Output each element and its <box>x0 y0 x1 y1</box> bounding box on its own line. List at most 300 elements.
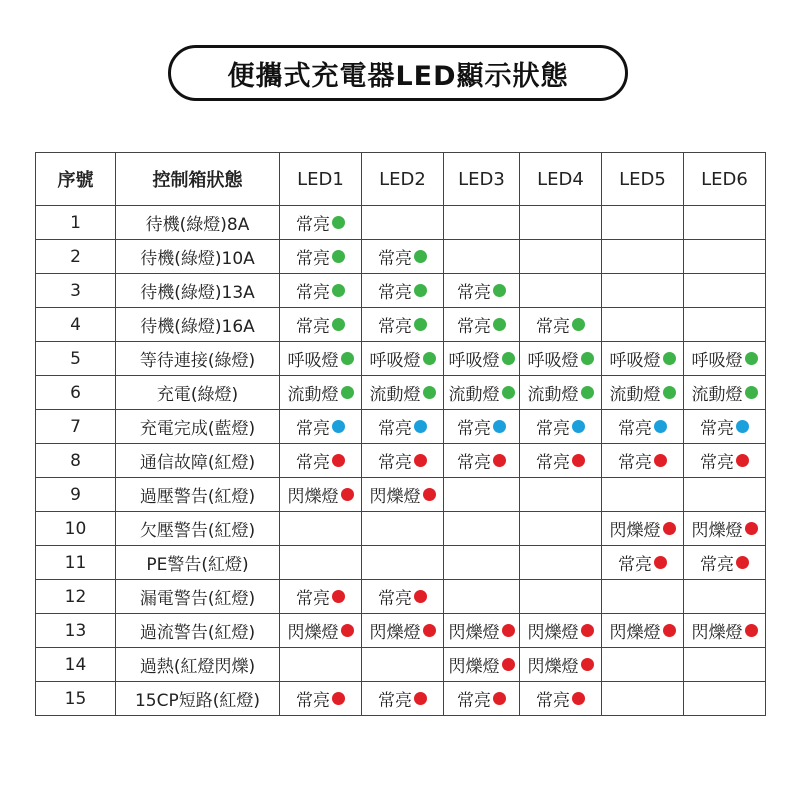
led6-cell <box>684 376 766 410</box>
led-red-dot-icon <box>341 624 354 637</box>
led-green-dot-icon <box>493 284 506 297</box>
led-indicator <box>370 380 436 405</box>
led-red-dot-icon <box>502 624 515 637</box>
led5-cell <box>602 444 684 478</box>
led1-cell <box>280 274 362 308</box>
led6-cell <box>684 342 766 376</box>
led-mode-label: 常亮 <box>457 283 491 303</box>
led5-cell <box>602 512 684 546</box>
header-led6: LED6 <box>684 153 766 206</box>
led-mode-label: 常亮 <box>296 215 330 235</box>
led-red-dot-icon <box>493 454 506 467</box>
row-status: 欠壓警告(紅燈) <box>116 512 280 546</box>
led-mode-label: 流動燈 <box>287 385 339 405</box>
led5-cell <box>602 308 684 342</box>
led-mode-label: 常亮 <box>296 249 330 269</box>
led-mode-label: 常亮 <box>700 555 734 575</box>
row-index: 6 <box>36 376 116 410</box>
led-red-dot-icon <box>414 454 427 467</box>
led3-cell <box>444 274 520 308</box>
led-blue-dot-icon <box>493 420 506 433</box>
led-indicator <box>536 414 585 439</box>
led-indicator <box>692 380 758 405</box>
led-mode-label: 常亮 <box>378 249 412 269</box>
led-red-dot-icon <box>493 692 506 705</box>
led-mode-label: 閃爍燈 <box>287 487 339 507</box>
table-row <box>36 614 766 648</box>
led-mode-label: 常亮 <box>536 419 570 439</box>
table-row <box>36 580 766 614</box>
led-red-dot-icon <box>414 692 427 705</box>
led2-cell <box>362 342 444 376</box>
table-row <box>36 648 766 682</box>
header-led4: LED4 <box>520 153 602 206</box>
led-mode-label: 呼吸燈 <box>369 351 421 371</box>
row-index: 8 <box>36 444 116 478</box>
led2-cell <box>362 240 444 274</box>
led3-cell <box>444 240 520 274</box>
led-green-dot-icon <box>502 352 515 365</box>
led6-cell <box>684 274 766 308</box>
row-status: 待機(綠燈)13A <box>116 274 280 308</box>
led6-cell <box>684 682 766 716</box>
led-red-dot-icon <box>736 454 749 467</box>
led6-cell <box>684 648 766 682</box>
led5-cell <box>602 376 684 410</box>
row-status: 充電(綠燈) <box>116 376 280 410</box>
led-blue-dot-icon <box>332 420 345 433</box>
led4-cell <box>520 410 602 444</box>
led-mode-label: 常亮 <box>536 453 570 473</box>
led6-cell <box>684 580 766 614</box>
led-mode-label: 呼吸燈 <box>448 351 500 371</box>
row-index: 13 <box>36 614 116 648</box>
led-red-dot-icon <box>663 522 676 535</box>
led3-cell <box>444 308 520 342</box>
led-indicator <box>692 346 758 371</box>
led2-cell <box>362 410 444 444</box>
table-body <box>36 206 766 716</box>
led-indicator <box>296 686 345 711</box>
led-mode-label: 常亮 <box>457 419 491 439</box>
led-indicator <box>457 686 506 711</box>
table-row <box>36 274 766 308</box>
led3-cell <box>444 512 520 546</box>
led-indicator <box>528 380 594 405</box>
led-red-dot-icon <box>423 624 436 637</box>
led1-cell <box>280 614 362 648</box>
led4-cell <box>520 478 602 512</box>
led-indicator <box>296 312 345 337</box>
led6-cell <box>684 206 766 240</box>
table-row <box>36 546 766 580</box>
led2-cell <box>362 308 444 342</box>
row-status: 過熱(紅燈閃爍) <box>116 648 280 682</box>
led-mode-label: 流動燈 <box>527 385 579 405</box>
led2-cell <box>362 648 444 682</box>
led5-cell <box>602 580 684 614</box>
led-blue-dot-icon <box>654 420 667 433</box>
led-mode-label: 常亮 <box>296 691 330 711</box>
led4-cell <box>520 444 602 478</box>
led-indicator <box>528 618 594 643</box>
led3-cell <box>444 478 520 512</box>
led6-cell <box>684 478 766 512</box>
led3-cell <box>444 206 520 240</box>
led-mode-label: 常亮 <box>618 419 652 439</box>
led-indicator <box>536 686 585 711</box>
led3-cell <box>444 682 520 716</box>
led-indicator <box>457 448 506 473</box>
led-red-dot-icon <box>654 454 667 467</box>
table-row <box>36 376 766 410</box>
led-mode-label: 常亮 <box>378 691 412 711</box>
led-mode-label: 常亮 <box>700 419 734 439</box>
header-control-box-status: 控制箱狀態 <box>116 153 280 206</box>
row-index: 3 <box>36 274 116 308</box>
led3-cell <box>444 614 520 648</box>
led-mode-label: 常亮 <box>457 691 491 711</box>
table-row <box>36 308 766 342</box>
led-mode-label: 常亮 <box>536 317 570 337</box>
led-indicator <box>610 618 676 643</box>
led2-cell <box>362 206 444 240</box>
led-red-dot-icon <box>572 454 585 467</box>
led4-cell <box>520 512 602 546</box>
led-mode-label: 流動燈 <box>369 385 421 405</box>
led1-cell <box>280 478 362 512</box>
led2-cell <box>362 274 444 308</box>
table-row <box>36 206 766 240</box>
led-indicator <box>457 278 506 303</box>
led-indicator <box>692 516 758 541</box>
led-indicator <box>378 278 427 303</box>
led-indicator <box>700 414 749 439</box>
led3-cell <box>444 648 520 682</box>
led-indicator <box>457 414 506 439</box>
led-red-dot-icon <box>654 556 667 569</box>
led-indicator <box>536 312 585 337</box>
led-indicator <box>370 346 436 371</box>
led-green-dot-icon <box>745 352 758 365</box>
led5-cell <box>602 240 684 274</box>
row-index: 2 <box>36 240 116 274</box>
led1-cell <box>280 376 362 410</box>
led4-cell <box>520 580 602 614</box>
led-mode-label: 呼吸燈 <box>691 351 743 371</box>
row-index: 1 <box>36 206 116 240</box>
row-status: 等待連接(綠燈) <box>116 342 280 376</box>
led-red-dot-icon <box>502 658 515 671</box>
led5-cell <box>602 614 684 648</box>
table-row <box>36 342 766 376</box>
led1-cell <box>280 410 362 444</box>
led5-cell <box>602 410 684 444</box>
led-green-dot-icon <box>745 386 758 399</box>
led-indicator <box>296 244 345 269</box>
led-green-dot-icon <box>332 284 345 297</box>
led-red-dot-icon <box>736 556 749 569</box>
led-indicator <box>296 584 345 609</box>
led-green-dot-icon <box>423 386 436 399</box>
led-mode-label: 閃爍燈 <box>448 623 500 643</box>
led-status-table <box>35 152 766 716</box>
led2-cell <box>362 512 444 546</box>
led6-cell <box>684 308 766 342</box>
led-indicator <box>378 312 427 337</box>
led3-cell <box>444 342 520 376</box>
led-mode-label: 常亮 <box>378 419 412 439</box>
led-green-dot-icon <box>332 318 345 331</box>
led-mode-label: 常亮 <box>378 589 412 609</box>
led-mode-label: 常亮 <box>457 453 491 473</box>
led-indicator <box>296 414 345 439</box>
led-green-dot-icon <box>414 284 427 297</box>
led-mode-label: 流動燈 <box>609 385 661 405</box>
led4-cell <box>520 206 602 240</box>
table-row <box>36 478 766 512</box>
led1-cell <box>280 682 362 716</box>
led4-cell <box>520 648 602 682</box>
led-mode-label: 閃爍燈 <box>691 623 743 643</box>
led-green-dot-icon <box>663 386 676 399</box>
row-index: 15 <box>36 682 116 716</box>
header-led2: LED2 <box>362 153 444 206</box>
led-green-dot-icon <box>341 386 354 399</box>
row-status: 過壓警告(紅燈) <box>116 478 280 512</box>
led6-cell <box>684 240 766 274</box>
led-green-dot-icon <box>572 318 585 331</box>
led2-cell <box>362 478 444 512</box>
row-status: 待機(綠燈)8A <box>116 206 280 240</box>
led-mode-label: 閃爍燈 <box>527 623 579 643</box>
led-red-dot-icon <box>332 692 345 705</box>
row-status: 過流警告(紅燈) <box>116 614 280 648</box>
led5-cell <box>602 648 684 682</box>
led-mode-label: 呼吸燈 <box>287 351 339 371</box>
led-mode-label: 閃爍燈 <box>609 623 661 643</box>
led-indicator <box>296 278 345 303</box>
led4-cell <box>520 546 602 580</box>
led5-cell <box>602 682 684 716</box>
led3-cell <box>444 444 520 478</box>
led-green-dot-icon <box>423 352 436 365</box>
led-red-dot-icon <box>414 590 427 603</box>
led-mode-label: 常亮 <box>700 453 734 473</box>
led-red-dot-icon <box>663 624 676 637</box>
led2-cell <box>362 580 444 614</box>
led-blue-dot-icon <box>736 420 749 433</box>
led1-cell <box>280 206 362 240</box>
led-indicator <box>618 448 667 473</box>
row-index: 12 <box>36 580 116 614</box>
led-red-dot-icon <box>332 590 345 603</box>
row-status: 15CP短路(紅燈) <box>116 682 280 716</box>
led-indicator <box>536 448 585 473</box>
led1-cell <box>280 342 362 376</box>
led-blue-dot-icon <box>414 420 427 433</box>
led-mode-label: 常亮 <box>618 453 652 473</box>
led-mode-label: 閃爍燈 <box>448 657 500 677</box>
led4-cell <box>520 376 602 410</box>
led3-cell <box>444 410 520 444</box>
led-indicator <box>449 380 515 405</box>
led3-cell <box>444 376 520 410</box>
row-index: 10 <box>36 512 116 546</box>
led-green-dot-icon <box>414 318 427 331</box>
led-indicator <box>370 618 436 643</box>
led-red-dot-icon <box>423 488 436 501</box>
led-indicator <box>449 652 515 677</box>
row-index: 5 <box>36 342 116 376</box>
led-indicator <box>610 516 676 541</box>
led5-cell <box>602 206 684 240</box>
led2-cell <box>362 546 444 580</box>
led-green-dot-icon <box>663 352 676 365</box>
led-mode-label: 常亮 <box>296 283 330 303</box>
led-indicator <box>378 448 427 473</box>
led2-cell <box>362 614 444 648</box>
led-red-dot-icon <box>332 454 345 467</box>
led4-cell <box>520 274 602 308</box>
led-indicator <box>378 244 427 269</box>
led-mode-label: 常亮 <box>378 317 412 337</box>
led-mode-label: 常亮 <box>536 691 570 711</box>
led-mode-label: 常亮 <box>378 453 412 473</box>
led3-cell <box>444 546 520 580</box>
led-green-dot-icon <box>493 318 506 331</box>
led5-cell <box>602 546 684 580</box>
led-red-dot-icon <box>581 624 594 637</box>
row-status: 漏電警告(紅燈) <box>116 580 280 614</box>
header-led1: LED1 <box>280 153 362 206</box>
led-mode-label: 常亮 <box>378 283 412 303</box>
header-index: 序號 <box>36 153 116 206</box>
led-mode-label: 閃爍燈 <box>527 657 579 677</box>
led2-cell <box>362 376 444 410</box>
led-red-dot-icon <box>341 488 354 501</box>
led-indicator <box>692 618 758 643</box>
led-blue-dot-icon <box>572 420 585 433</box>
led1-cell <box>280 648 362 682</box>
led4-cell <box>520 240 602 274</box>
led-mode-label: 流動燈 <box>691 385 743 405</box>
row-index: 11 <box>36 546 116 580</box>
row-status: PE警告(紅燈) <box>116 546 280 580</box>
led6-cell <box>684 444 766 478</box>
led-indicator <box>528 652 594 677</box>
led1-cell <box>280 444 362 478</box>
led-red-dot-icon <box>572 692 585 705</box>
led3-cell <box>444 580 520 614</box>
led-indicator <box>610 346 676 371</box>
led2-cell <box>362 444 444 478</box>
led-indicator <box>618 550 667 575</box>
led-red-dot-icon <box>581 658 594 671</box>
row-status: 待機(綠燈)16A <box>116 308 280 342</box>
led-mode-label: 呼吸燈 <box>609 351 661 371</box>
led6-cell <box>684 614 766 648</box>
led-mode-label: 呼吸燈 <box>527 351 579 371</box>
led4-cell <box>520 342 602 376</box>
led-mode-label: 常亮 <box>296 419 330 439</box>
led-indicator <box>449 346 515 371</box>
led-green-dot-icon <box>341 352 354 365</box>
row-index: 7 <box>36 410 116 444</box>
page-title: 便攜式充電器LED顯示狀態 <box>168 45 628 101</box>
led-mode-label: 常亮 <box>296 589 330 609</box>
table-row <box>36 512 766 546</box>
led-indicator <box>288 380 354 405</box>
led-indicator <box>288 482 354 507</box>
table-header-row <box>36 153 766 206</box>
led-indicator <box>449 618 515 643</box>
row-status: 通信故障(紅燈) <box>116 444 280 478</box>
led-mode-label: 閃爍燈 <box>691 521 743 541</box>
led6-cell <box>684 410 766 444</box>
led-mode-label: 常亮 <box>296 453 330 473</box>
led-mode-label: 常亮 <box>457 317 491 337</box>
led5-cell <box>602 478 684 512</box>
led-indicator <box>528 346 594 371</box>
led-indicator <box>457 312 506 337</box>
led5-cell <box>602 342 684 376</box>
led-green-dot-icon <box>414 250 427 263</box>
row-index: 4 <box>36 308 116 342</box>
led-mode-label: 閃爍燈 <box>369 623 421 643</box>
led2-cell <box>362 682 444 716</box>
led4-cell <box>520 682 602 716</box>
table-row <box>36 410 766 444</box>
led4-cell <box>520 308 602 342</box>
led-indicator <box>288 346 354 371</box>
led-mode-label: 常亮 <box>296 317 330 337</box>
led6-cell <box>684 512 766 546</box>
led-indicator <box>296 210 345 235</box>
led-indicator <box>700 448 749 473</box>
header-led5: LED5 <box>602 153 684 206</box>
led-mode-label: 流動燈 <box>448 385 500 405</box>
row-index: 9 <box>36 478 116 512</box>
led1-cell <box>280 580 362 614</box>
led-mode-label: 閃爍燈 <box>369 487 421 507</box>
led-indicator <box>378 584 427 609</box>
table-row <box>36 682 766 716</box>
table-row <box>36 444 766 478</box>
led-mode-label: 閃爍燈 <box>609 521 661 541</box>
led5-cell <box>602 274 684 308</box>
led-mode-label: 閃爍燈 <box>287 623 339 643</box>
led-green-dot-icon <box>332 250 345 263</box>
led-indicator <box>378 686 427 711</box>
header-led3: LED3 <box>444 153 520 206</box>
row-index: 14 <box>36 648 116 682</box>
led-red-dot-icon <box>745 522 758 535</box>
row-status: 待機(綠燈)10A <box>116 240 280 274</box>
led4-cell <box>520 614 602 648</box>
led-red-dot-icon <box>745 624 758 637</box>
row-status: 充電完成(藍燈) <box>116 410 280 444</box>
led-indicator <box>700 550 749 575</box>
led-indicator <box>370 482 436 507</box>
led-mode-label: 常亮 <box>618 555 652 575</box>
led-green-dot-icon <box>581 386 594 399</box>
led1-cell <box>280 546 362 580</box>
led-green-dot-icon <box>332 216 345 229</box>
led-indicator <box>610 380 676 405</box>
led1-cell <box>280 308 362 342</box>
table-row <box>36 240 766 274</box>
